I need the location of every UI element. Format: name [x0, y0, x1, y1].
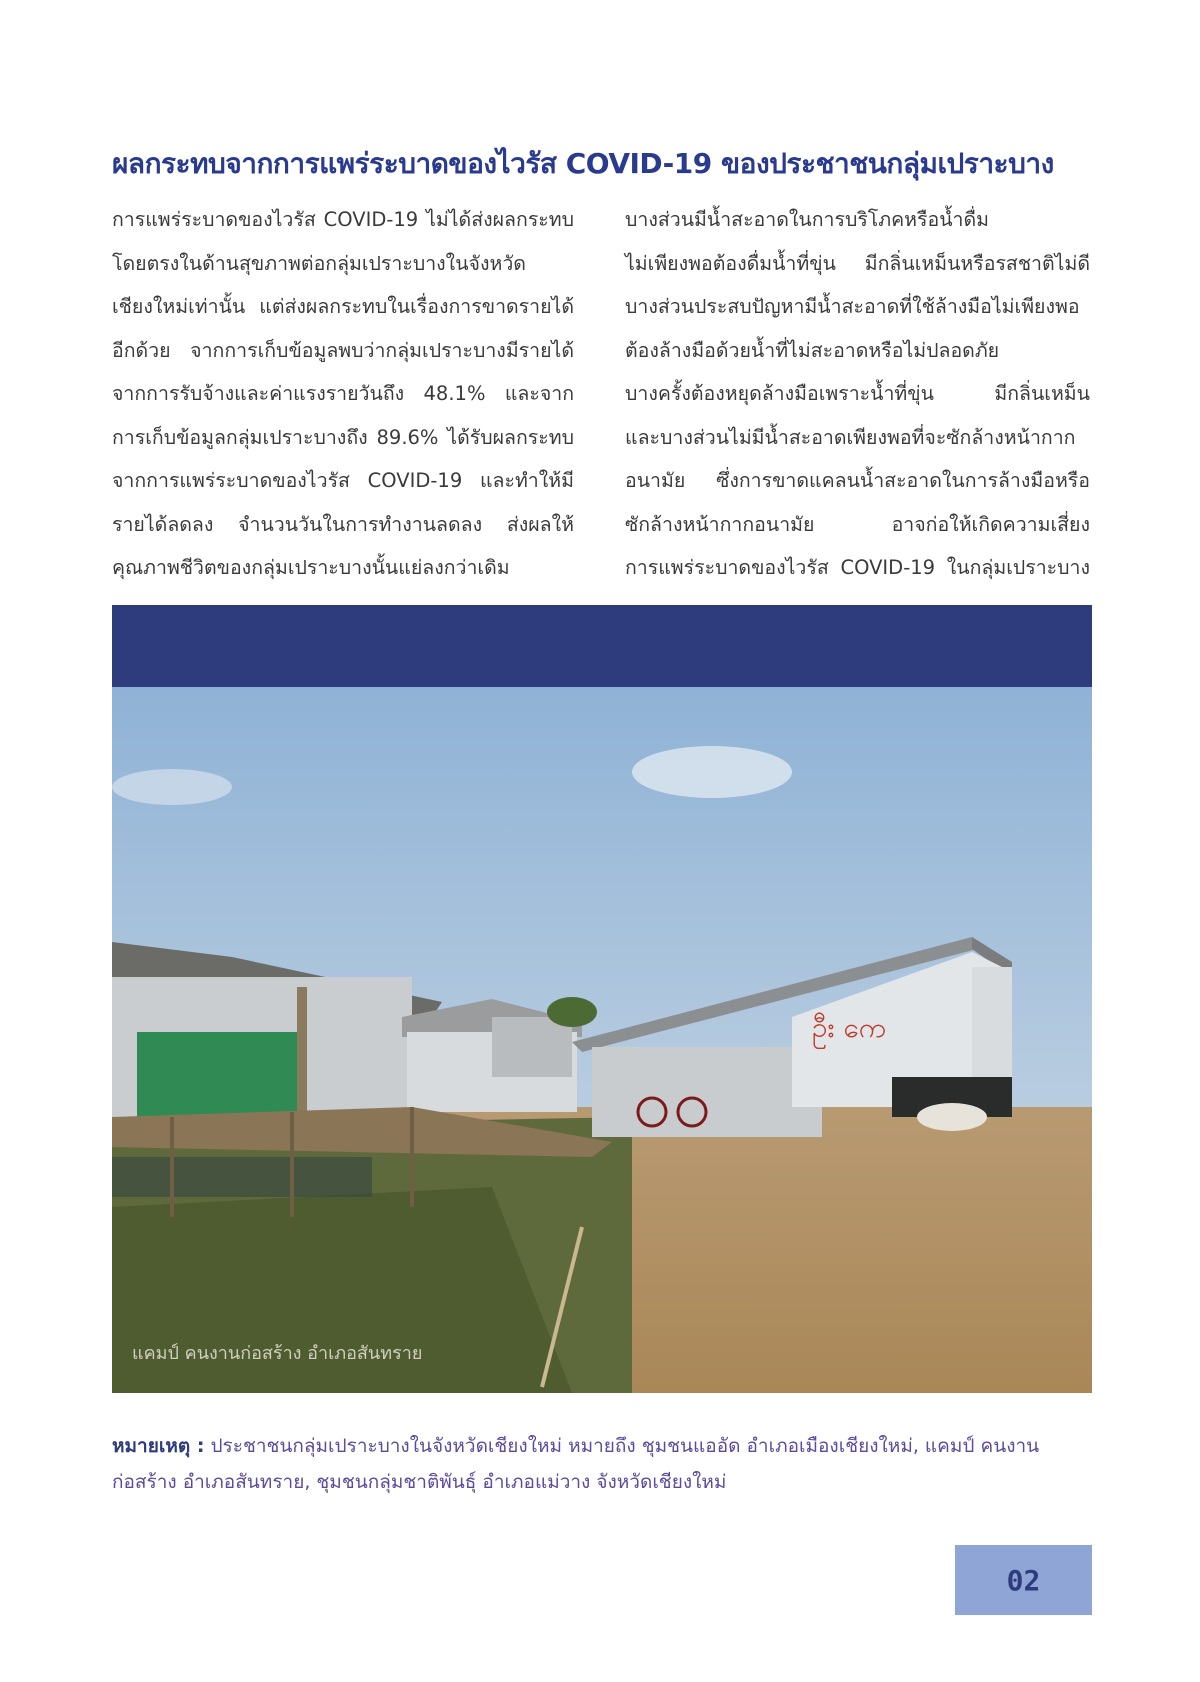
right-column-line: บางครั้งต้องหยุดล้างมือเพราะน้ำที่ขุ่น มีกลิ่นเหม็น: [625, 382, 1090, 405]
right-column-line: ซักล้างหน้ากากอนามัย อาจก่อให้เกิดความเสี่ยง: [625, 512, 1090, 536]
right-column-line: ต้องล้างมือด้วยน้ำที่ไม่สะอาดหรือไม่ปลอดภัย: [625, 338, 1000, 362]
footnote: [112, 1428, 1097, 1500]
left-column-line: โดยตรงในด้านสุขภาพต่อกลุ่มเปราะบางในจังหวัด: [112, 251, 526, 275]
footnote-label: หมายเหตุ :: [112, 1435, 205, 1457]
right-column-line: บางส่วนประสบปัญหามีน้ำสะอาดที่ใช้ล้างมือไม่เพียงพอ: [625, 295, 1080, 318]
photo-header-banner: [112, 605, 1092, 687]
camp-photo-illustration: [112, 687, 1092, 1393]
left-column-line: อีกด้วย จากการเก็บข้อมูลพบว่ากลุ่มเปราะบางมีรายได้: [112, 338, 574, 362]
footnote-text: ประชาชนกลุ่มเปราะบางในจังหวัดเชียงใหม่ หมายถึง ชุมชนแออัด อำเภอเมืองเชียงใหม่, แคมป์ คนงานก่อสร้าง อำเภอสันทราย, ชุมชนกลุ่มชาติพันธุ์ อำเภอแม่วาง จังหวัดเชียงใหม่: [112, 1435, 1040, 1493]
page-number: 02: [955, 1545, 1092, 1615]
wall-graffiti: ဦး ကေ: [812, 1011, 887, 1044]
left-column-line: การแพร่ระบาดของไวรัส COVID-19 ไม่ได้ส่งผลกระทบ: [112, 208, 574, 231]
left-column-line: จากการรับจ้างและค่าแรงรายวันถึง 48.1% และจาก: [112, 382, 574, 405]
right-column-line: และบางส่วนไม่มีน้ำสะอาดเพียงพอที่จะซักล้างหน้ากาก: [625, 425, 1076, 449]
left-column-line: การเก็บข้อมูลกลุ่มเปราะบางถึง 89.6% ได้รับผลกระทบ: [112, 425, 574, 449]
left-column-line: จากการแพร่ระบาดของไวรัส COVID-19 และทำให้มี: [112, 469, 574, 492]
right-column-line: อนามัย ซึ่งการขาดแคลนน้ำสะอาดในการล้างมือหรือ: [625, 469, 1090, 492]
left-column-line: รายได้ลดลง จำนวนวันในการทำงานลดลง ส่งผลให้: [112, 512, 574, 536]
photo-caption: แคมป์ คนงานก่อสร้าง อำเภอสันทราย: [132, 1343, 423, 1364]
page-title: ผลกระทบจากการแพร่ระบาดของไวรัส COVID-19 ของประชาชนกลุ่มเปราะบาง: [112, 147, 1054, 180]
left-column-line: คุณภาพชีวิตของกลุ่มเปราะบางนั้นแย่ลงกว่าเดิม: [112, 556, 510, 579]
camp-photo: [112, 687, 1092, 1393]
left-column-line: เชียงใหม่เท่านั้น แต่ส่งผลกระทบในเรื่องการขาดรายได้: [112, 295, 574, 318]
right-column-text: [625, 198, 1090, 590]
right-column-line: การแพร่ระบาดของไวรัส COVID-19 ในกลุ่มเปราะบาง: [625, 556, 1090, 579]
left-column-text: [112, 198, 574, 590]
right-column-line: ไม่เพียงพอต้องดื่มน้ำที่ขุ่น มีกลิ่นเหม็นหรือรสชาติไม่ดี: [625, 251, 1090, 275]
right-column-line: บางส่วนมีน้ำสะอาดในการบริโภคหรือน้ำดื่ม: [625, 208, 990, 231]
